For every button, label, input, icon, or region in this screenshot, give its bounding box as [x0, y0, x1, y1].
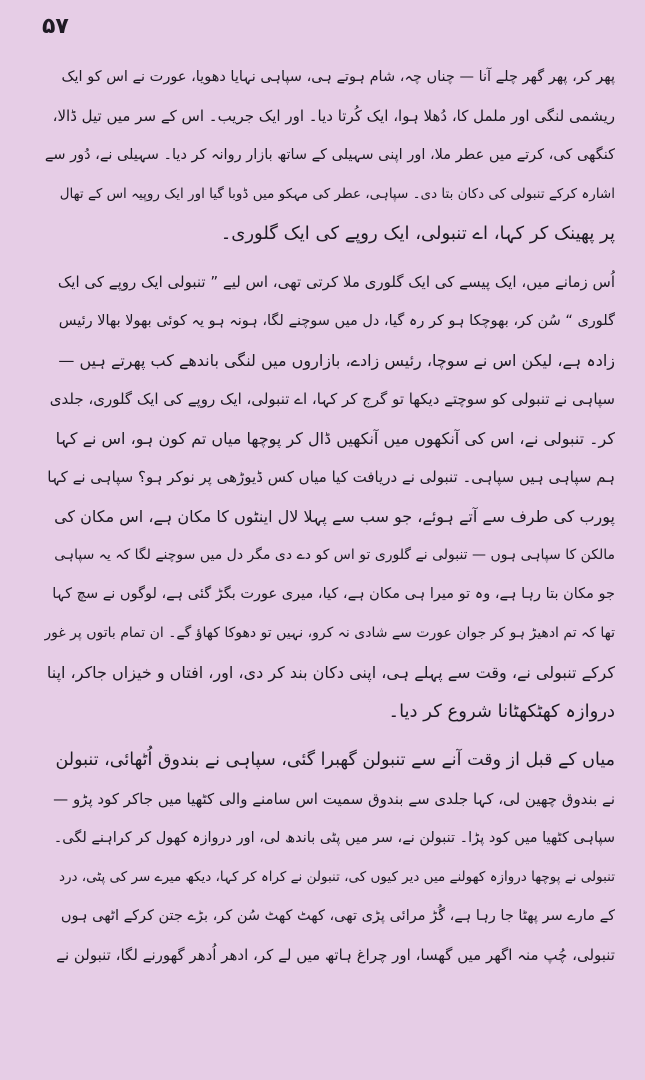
text-line: پھر کر، پھر گھر چلے آنا — چناں چہ، شام ہوتے ہی، سپاہی نہایا دھویا، عورت نے اس کو ایک [61, 69, 615, 85]
page-number: ۵۷ [42, 14, 69, 39]
text-line: زادہ ہے، لیکن اس نے سوچا، رئیس زادے، بازاروں میں لنگی باندھے کب پھرتے ہیں — [58, 351, 615, 370]
text-line: دروازہ کھٹکھٹانا شروع کر دیا۔ [388, 701, 615, 722]
text-line: نے بندوق چھین لی، کہا جلدی سے بندوق سمیت اس سامنے والی کٹھیا میں جاکر کود پڑو — [53, 790, 615, 808]
text-line: گلوری “ سُن کر، بھوچکا ہو کر رہ گیا، دل میں سوچنے لگا، ہونہ ہو یہ کوئی بھولا بھالا رئیس [58, 313, 615, 329]
text-line: اشارہ کرکے تنبولی کی دکان بتا دی۔ سپاہی، عطر کی مہکو میں ڈوبا گیا اور ایک روپیہ اس کے تھال [59, 186, 615, 202]
text-line: کے مارے سر پھٹا جا رہا ہے، گُڑ مرائی پڑی تھی، کھٹ کھٹ سُن کر، بڑے جتن کرکے اٹھی ہوں [60, 908, 615, 924]
text-line: اُس زمانے میں، ایک پیسے کی ایک گلوری ملا کرتی تھی، اس لیے ” تنبولی ایک روپے کی ایک [57, 273, 615, 291]
text-line: تھا کہ تم ادھیڑ ہو کر جوان عورت سے شادی نہ کرو، نہیں تو دھوکا کھاؤ گے۔ ان تمام باتوں پر غور [44, 625, 615, 641]
text-line: ہم سپاہی ہیں سپاہی۔ تنبولی نے دریافت کیا میاں کس ڈیوڑھی پر نوکر ہو؟ سپاہی نے کہا [47, 468, 615, 486]
text-line: میاں کے قبل از وقت آنے سے تنبولن گھبرا گئی، سپاہی نے بندوق اُٹھائی، تنبولن [55, 750, 615, 770]
text-line: جو مکان بتا رہا ہے، وہ تو میرا ہی مکان ہے، کیا، میری عورت بگڑ گئی ہے، لوگوں نے سچ کہا [52, 586, 615, 602]
text-line: ریشمی لنگی اور ململ کا، دُھلا ہوا، ایک کُرتا دیا۔ اور ایک جریب۔ اس کے سر میں تیل ڈالا، [52, 107, 615, 125]
text-line: پورب کی طرف سے آتے ہوئے، جو سب سے پہلا لال اینٹوں کا مکان ہے، اس مکان کی [54, 507, 615, 526]
text-line: تنبولی، چُپ منہ اگھر میں گھسا، اور چراغ ہاتھ میں لے کر، ادھر اُدھر گھورنے لگا، تنبولن نے [56, 946, 615, 964]
body-text [44, 58, 615, 985]
paragraph [44, 58, 615, 253]
paragraph [44, 263, 615, 731]
text-line: سپاہی کٹھیا میں کود پڑا۔ تنبولن نے، سر میں پٹی باندھ لی، اور دروازہ کھول کر کراہنے لگی۔ [53, 830, 615, 846]
paragraph [44, 741, 615, 975]
text-line: تنبولی نے پوچھا دروازہ کھولنے میں دیر کیوں کی، تنبولن نے کراہ کر کہا، دیکھ میرے سر کی پٹی، درد [58, 869, 615, 885]
text-line: کنگھی کی، کرتے میں عطر ملا، اور اپنی سہیلی کے ساتھ بازار روانہ کر دیا۔ سہیلی نے، دُور سے [44, 147, 615, 163]
text-line: مالکن کا سپاہی ہوں — تنبولی نے گلوری تو اس کو دے دی مگر دل میں سوچنے لگا کہ یہ سپاہی [54, 547, 615, 563]
text-line: پر پھینک کر کہا، اے تنبولی، ایک روپے کی ایک گلوری۔ [220, 223, 615, 244]
text-line: کرکے تنبولی نے، وقت سے پہلے ہی، اپنی دکان بند کر دی، اور، افتاں و خیزاں جاکر، اپنا [46, 663, 615, 682]
text-line: کر۔ تنبولی نے، اس کی آنکھوں میں آنکھیں ڈال کر پوچھا میاں تم کون ہو، اس نے کہا [55, 429, 615, 448]
text-line: سپاہی نے تنبولی کو سوچتے دیکھا تو گرج کر کہا، اے تنبولی، ایک روپے کی ایک گلوری، جلدی [49, 390, 615, 408]
